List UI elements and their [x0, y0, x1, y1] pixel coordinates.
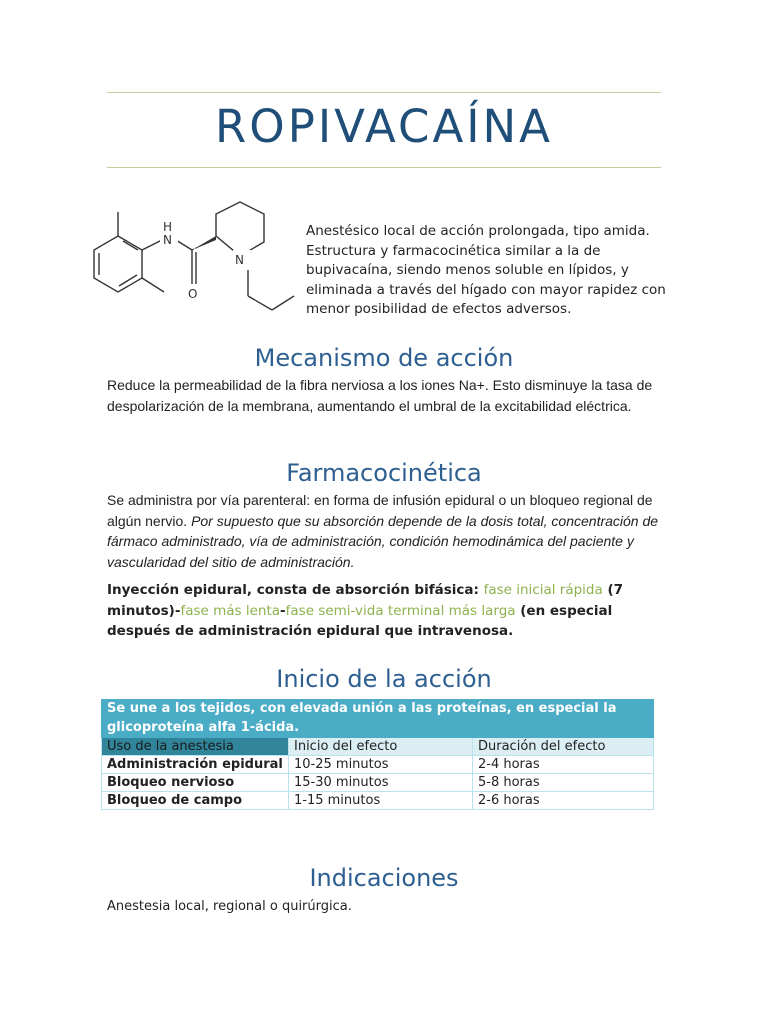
- farmacocinetica-plain-text: Se administra por vía parenteral: en forma de infusión epidural o un bloqueo regional de algún nervio.: [107, 492, 653, 529]
- epidural-bold-4: (en especial después de administración epidural que intravenosa.: [107, 602, 613, 639]
- farmacocinetica-paragraph: [107, 490, 667, 572]
- table-banner-row: [102, 700, 654, 738]
- epidural-bold-2: (7 minutos)-: [107, 582, 624, 619]
- table-cell: Bloqueo nervioso: [102, 774, 289, 792]
- table-cell: 15-30 minutos: [289, 774, 473, 792]
- heading-inicio: Inicio de la acción: [276, 665, 492, 693]
- onset-table: [101, 699, 654, 810]
- epidural-bold-3: -: [280, 602, 286, 619]
- table-header-row: [102, 738, 654, 756]
- intro-paragraph: Anestésico local de acción prolongada, tipo amida. Estructura y farmacocinética similar a la de bupivacaína, siendo menos soluble en lípidos, y eliminada a través del hígado con mayor rapidez con menor posibilidad de efectos adversos.: [306, 223, 666, 318]
- atom-h-amide-label: H: [163, 220, 173, 234]
- table-cell: 5-8 horas: [473, 774, 654, 792]
- table-cell: Administración epidural: [102, 756, 289, 774]
- phase-slow-label: fase más lenta: [180, 602, 281, 619]
- table-header-cell: Uso de la anestesia: [102, 738, 289, 756]
- table-row: [102, 792, 654, 810]
- phase-fast-label: fase inicial rápida: [483, 582, 603, 598]
- indicaciones-paragraph: Anestesia local, regional o quirúrgica.: [107, 899, 352, 914]
- mecanismo-paragraph: Reduce la permeabilidad de la fibra nerviosa a los iones Na+. Esto disminuye la tasa de despolarización de la membrana, aumentando el umbral de la excitabilidad eléctrica.: [107, 377, 653, 414]
- title-underline-rule: [107, 167, 661, 168]
- table-banner-cell: Se une a los tejidos, con elevada unión a las proteínas, en especial la glicoproteína alfa 1-ácida.: [102, 700, 654, 738]
- table-row: [102, 774, 654, 792]
- heading-indicaciones: Indicaciones: [309, 864, 459, 892]
- phase-terminal-label: fase semi-vida terminal más larga: [285, 602, 516, 619]
- table-header-cell: Duración del efecto: [473, 738, 654, 756]
- farmacocinetica-italic-text: Por supuesto que su absorción depende de la dosis total, concentración de fármaco administrado, vía de administración, condición hemodinámica del paciente y vascularidad del sitio de administración.: [107, 512, 659, 570]
- table-row: [102, 756, 654, 774]
- page-title: ROPIVACAÍNA: [215, 100, 553, 153]
- heading-mecanismo: Mecanismo de acción: [254, 344, 514, 372]
- atom-n-ring-label: N: [235, 253, 244, 267]
- heading-farmacocinetica: Farmacocinética: [286, 459, 482, 487]
- table-cell: 2-4 horas: [473, 756, 654, 774]
- table-cell: Bloqueo de campo: [102, 792, 289, 810]
- table-cell: 1-15 minutos: [289, 792, 473, 810]
- atom-n-amide-label: N: [163, 233, 172, 247]
- table-header-cell: Inicio del efecto: [289, 738, 473, 756]
- table-cell: 2-6 horas: [473, 792, 654, 810]
- epidural-absorption-paragraph: [107, 580, 667, 642]
- table-cell: 10-25 minutos: [289, 756, 473, 774]
- atom-o-label: O: [188, 287, 198, 301]
- top-rule: [107, 92, 661, 93]
- ropivacaine-structure-diagram: [88, 200, 298, 325]
- epidural-bold-1: Inyección epidural, consta de absorción bifásica:: [107, 582, 484, 598]
